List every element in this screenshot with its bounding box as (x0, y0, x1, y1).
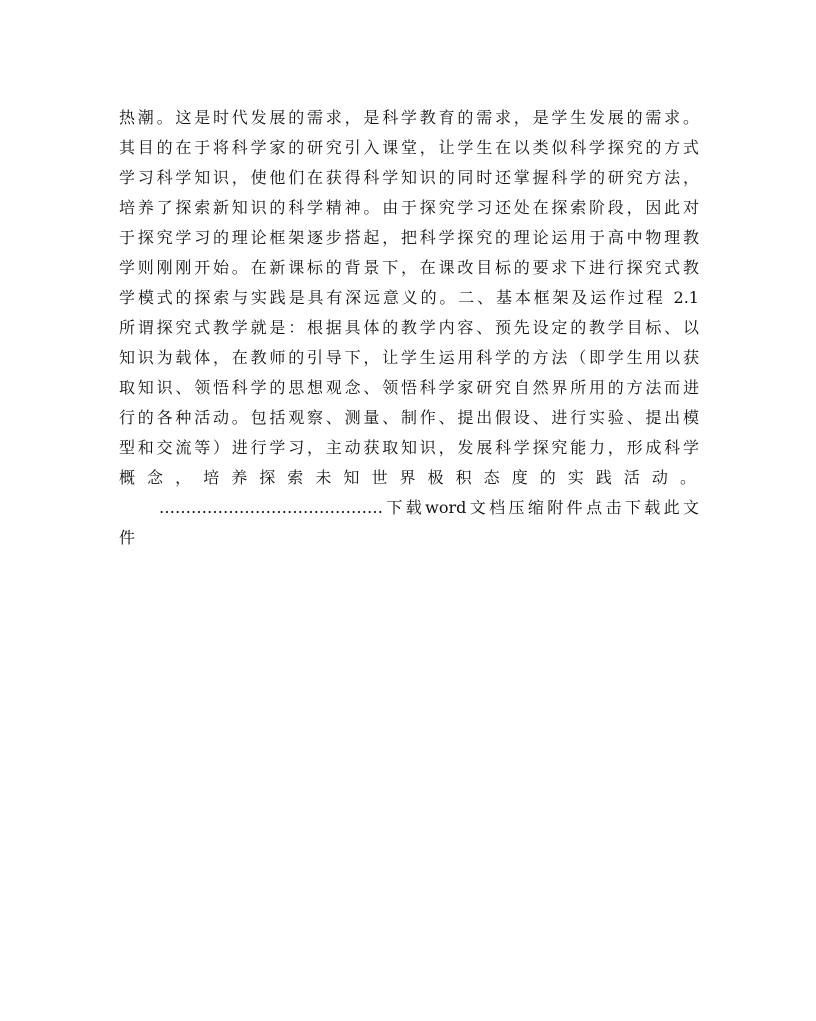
text-line: 其目的在于将科学家的研究引入课堂，让学生在以类似科学探究的方式 (119, 138, 699, 157)
download-link-line: ……………………………………下载word文档压缩附件点击下载此文 (159, 498, 699, 517)
text-line: 学模式的探索与实践是具有深远意义的。二、基本框架及运作过程 2.1 (119, 288, 699, 307)
text-line: 取知识、领悟科学的思想观念、领悟科学家研究自然界所用的方法而进 (119, 378, 699, 397)
text-line: 件 (119, 528, 136, 547)
text-line: 热潮。这是时代发展的需求，是科学教育的需求，是学生发展的需求。 (119, 108, 699, 127)
text-line: 学习科学知识，使他们在获得科学知识的同时还掌握科学的研究方法， (119, 168, 699, 187)
text-line: 型和交流等）进行学习，主动获取知识，发展科学探究能力，形成科学 (119, 438, 699, 457)
text-line: 行的各种活动。包括观察、测量、制作、提出假设、进行实验、提出模 (119, 408, 699, 427)
text-line: 所谓探究式教学就是：根据具体的教学内容、预先设定的教学目标、以 (119, 318, 699, 337)
text-line: 于探究学习的理论框架逐步搭起，把科学探究的理论运用于高中物理教 (119, 228, 699, 247)
text-line: 知识为载体，在教师的引导下，让学生运用科学的方法（即学生用以获 (119, 348, 699, 367)
text-line: 培养了探索新知识的科学精神。由于探究学习还处在探索阶段，因此对 (119, 198, 699, 217)
body-paragraph (119, 103, 699, 553)
text-line: 概念，培养探索未知世界极积态度的实践活动。 (119, 468, 699, 487)
text-line: 学则刚刚开始。在新课标的背景下，在课改目标的要求下进行探究式教 (119, 258, 699, 277)
